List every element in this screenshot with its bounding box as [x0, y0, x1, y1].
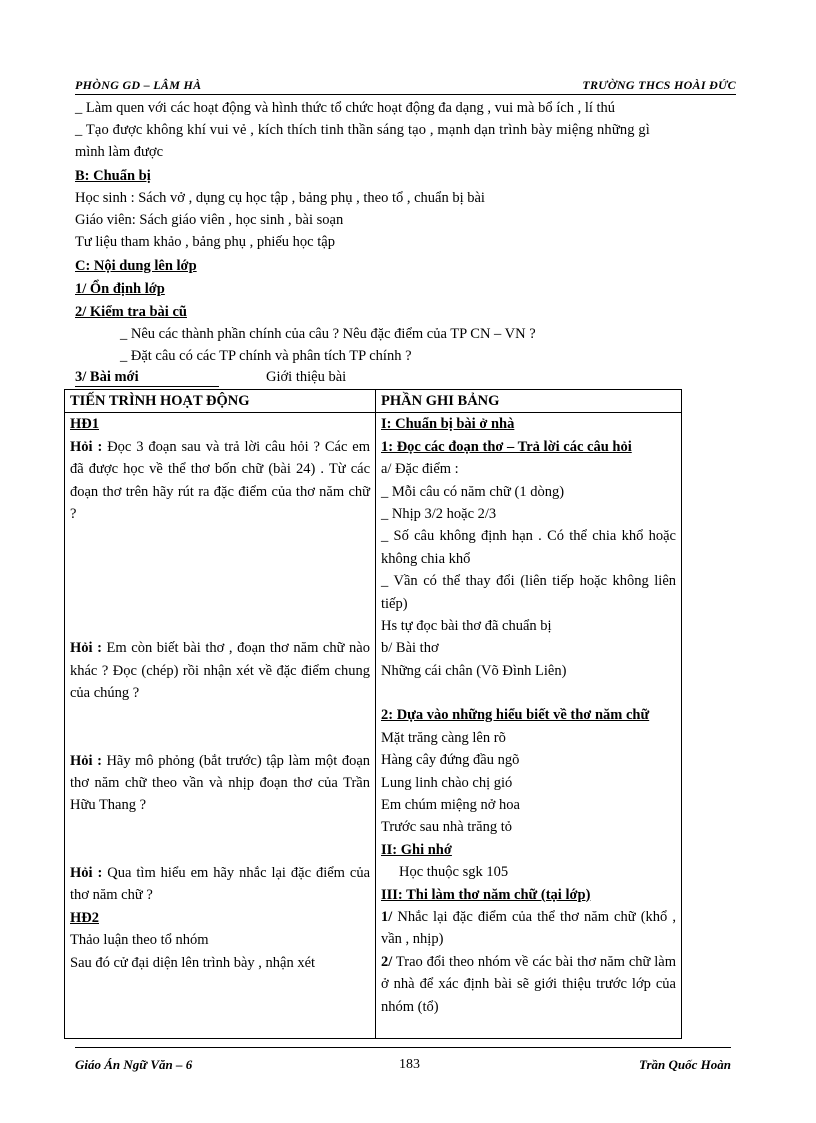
poem-heading: b/ Bài thơ — [381, 640, 439, 657]
poem-line: Hàng cây đứng đầu ngõ — [381, 752, 520, 769]
question-label: Hỏi : — [70, 438, 103, 455]
lesson-table — [64, 389, 682, 1039]
item-1-title: 1: Đọc các đoạn thơ – Trả lời các câu hỏi — [381, 438, 632, 455]
task-text: Trao đổi theo nhóm về các bài thơ năm chữ làm ở nhà để xác định bài sẽ giới thiệu trước lớp của nhóm (tổ) — [381, 953, 676, 1015]
question-4 — [70, 862, 370, 907]
col-header-activities: TIẾN TRÌNH HOẠT ĐỘNG — [65, 390, 376, 413]
poem-reference: Những cái chân (Võ Đình Liên) — [381, 662, 567, 679]
task-2 — [381, 951, 676, 1018]
review-question: _ Nêu các thành phần chính của câu ? Nêu đặc điểm của TP CN – VN ? — [120, 326, 536, 342]
board-cell — [376, 413, 682, 1039]
footer-left: Giáo Án Ngữ Văn – 6 — [75, 1057, 193, 1072]
section-b-line: Tư liệu tham khảo , bảng phụ , phiếu học tập — [75, 234, 335, 250]
part-i-title: I: Chuẩn bị bài ở nhà — [381, 416, 515, 433]
page-number: 183 — [399, 1057, 420, 1072]
table-body-row — [65, 413, 682, 1039]
student-task: Hs tự đọc bài thơ đã chuẩn bị — [381, 618, 552, 635]
subsection-3-note: Giới thiệu bài — [266, 369, 347, 385]
poem-line: Em chúm miệng nở hoa — [381, 796, 520, 813]
question-text: Đọc 3 đoạn sau và trả lời câu hỏi ? Các em đã được học về thể thơ bốn chữ (bài 24) . Từ các đoạn thơ trên hãy rút ra đặc điểm của thơ năm chữ ? — [70, 438, 371, 523]
hd2-line: Sau đó cử đại diện lên trình bày , nhận xét — [70, 954, 316, 971]
intro-line: _ Làm quen với các hoạt động và hình thức tổ chức hoạt động đa dạng , vui mà bổ ích , lí thú — [75, 100, 616, 116]
poem-line: Trước sau nhà trăng tỏ — [381, 819, 512, 836]
task-label: 1/ — [381, 908, 393, 925]
page-footer — [75, 1053, 731, 1073]
footer-right: Trần Quốc Hoàn — [639, 1057, 731, 1072]
poem-line: Mặt trăng càng lên rõ — [381, 729, 506, 746]
item-2-title: 2: Dựa vào những hiểu biết về thơ năm chữ — [381, 707, 650, 724]
part-iii-title: III: Thi làm thơ năm chữ (tại lớp) — [381, 886, 591, 903]
hd1-label: HĐ1 — [70, 416, 99, 433]
feature-item: _ Nhịp 3/2 hoặc 2/3 — [381, 506, 497, 523]
part-ii-title: II: Ghi nhớ — [381, 841, 452, 858]
feature-item: _ Vần có thể thay đổi (liên tiếp hoặc không liên tiếp) — [381, 573, 676, 612]
poem-line: Lung linh chào chị gió — [381, 774, 513, 791]
question-label: Hỏi : — [70, 752, 102, 769]
task-1 — [381, 906, 676, 951]
question-3 — [70, 750, 370, 817]
table-header-row — [65, 390, 682, 413]
header-divider — [75, 94, 736, 95]
section-b-title: B: Chuẩn bị — [75, 168, 151, 184]
task-label: 2/ — [381, 953, 393, 970]
section-b-line: Học sinh : Sách vở , dụng cụ học tập , bảng phụ , theo tổ , chuẩn bị bài — [75, 190, 485, 206]
question-text: Qua tìm hiểu em hãy nhắc lại đặc điểm của thơ năm chữ ? — [70, 864, 371, 904]
feature-item: _ Mỗi câu có năm chữ (1 dòng) — [381, 483, 565, 500]
activities-cell — [65, 413, 376, 1039]
header-left: PHÒNG GD – LÂM HÀ — [75, 78, 202, 92]
memo-text: Học thuộc sgk 105 — [399, 864, 509, 881]
feature-item: _ Số câu không định hạn . Có thể chia khổ hoặc không chia khổ — [381, 528, 676, 567]
section-c-title: C: Nội dung lên lớp — [75, 258, 197, 274]
question-label: Hỏi : — [70, 864, 103, 881]
section-b-line: Giáo viên: Sách giáo viên , học sinh , bài soạn — [75, 212, 344, 228]
intro-line: mình làm được — [75, 144, 164, 160]
col-header-board: PHẦN GHI BẢNG — [376, 390, 682, 413]
subsection-3-title: 3/ Bài mới — [75, 368, 219, 387]
question-text: Em còn biết bài thơ , đoạn thơ năm chữ nào khác ? Đọc (chép) rồi nhận xét về đặc điểm chung của chúng ? — [70, 640, 370, 702]
task-text: Nhắc lại đặc điểm của thể thơ năm chữ (khổ , vần , nhịp) — [381, 908, 676, 948]
features-title: a/ Đặc điểm : — [381, 461, 459, 478]
question-label: Hỏi : — [70, 640, 102, 657]
hd2-label: HĐ2 — [70, 909, 99, 926]
intro-line: _ Tạo được không khí vui vẻ , kích thích tinh thần sáng tạo , mạnh dạn trình bày miệng những gì — [75, 122, 650, 138]
question-2 — [70, 637, 370, 704]
footer-divider — [75, 1047, 731, 1048]
question-1 — [70, 436, 370, 526]
subsection-1-title: 1/ Ổn định lớp — [75, 281, 165, 297]
hd2-line: Thảo luận theo tổ nhóm — [70, 932, 209, 949]
subsection-2-title: 2/ Kiểm tra bài cũ — [75, 304, 187, 320]
header-right: TRƯỜNG THCS HOÀI ĐỨC — [582, 78, 736, 92]
question-text: Hãy mô phỏng (bắt trước) tập làm một đoạn thơ năm chữ theo vần và nhịp đoạn thơ của Trần Hữu Thang ? — [70, 752, 371, 814]
review-question: _ Đặt câu có các TP chính và phân tích TP chính ? — [120, 348, 412, 364]
